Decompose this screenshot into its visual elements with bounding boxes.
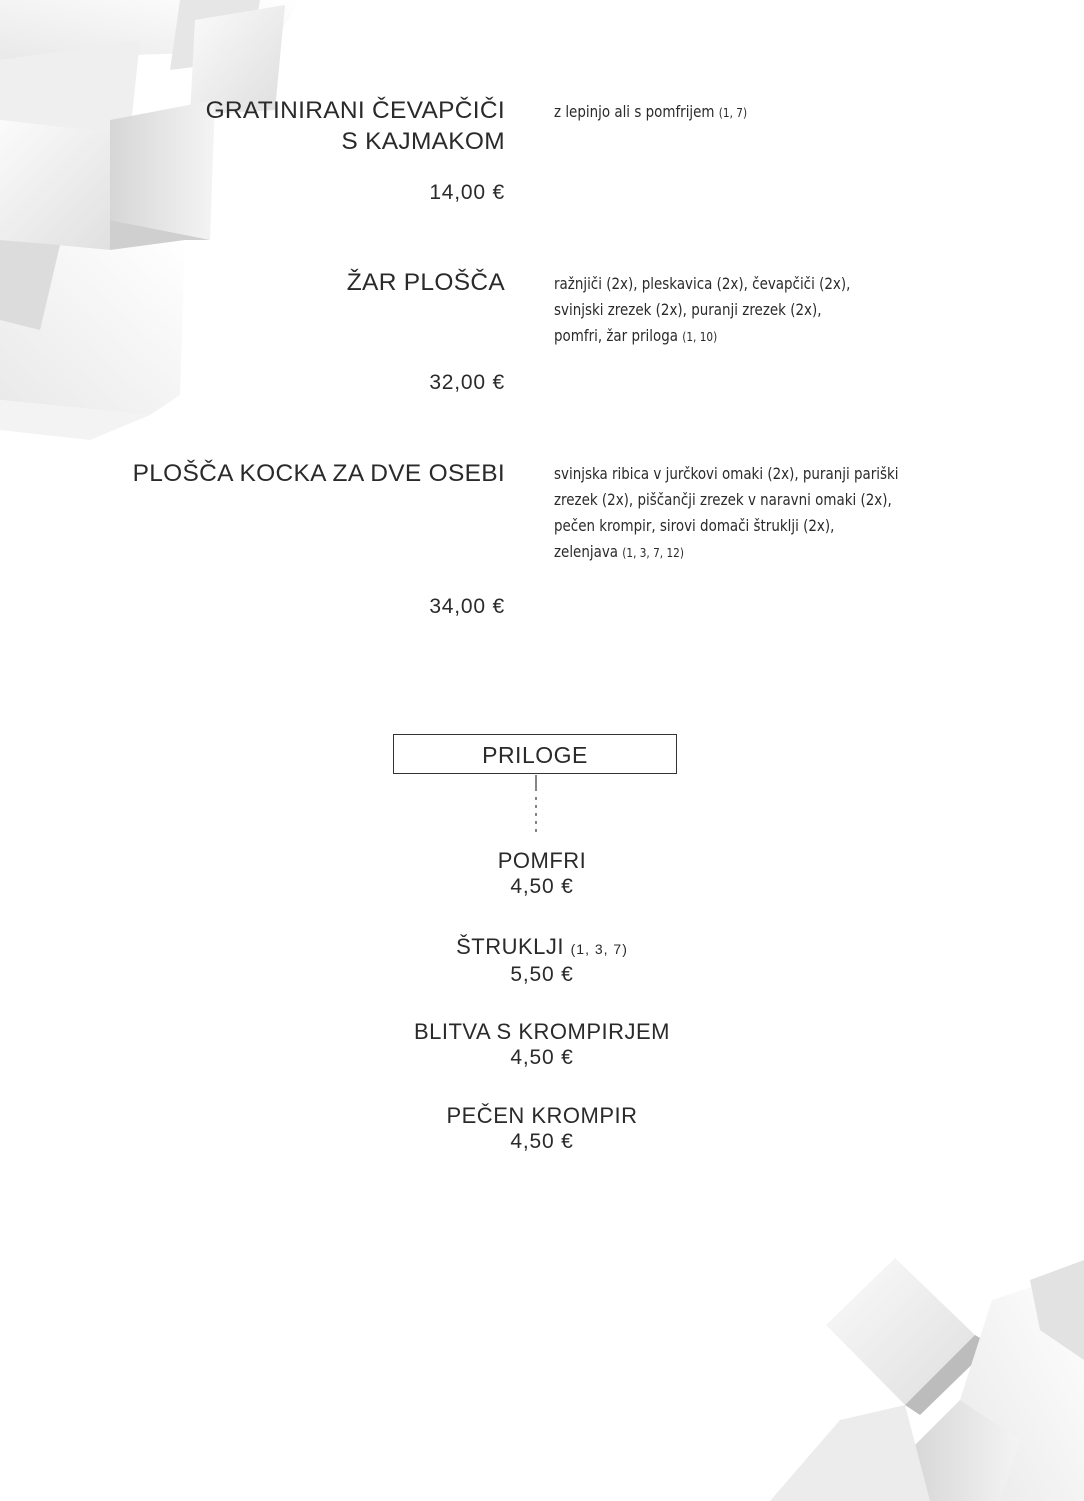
side-item-pomfri [0, 848, 1084, 900]
dish-price: 32,00 € [429, 371, 505, 394]
dish-name: PLOŠČA KOCKA ZA DVE OSEBI [132, 460, 505, 487]
side-name: PEČEN KROMPIR [446, 1103, 638, 1128]
dish-description: svinjska ribica v jurčkovi omaki (2x), puranji pariški zrezek (2x), piščančji zrezek v naravni omaki (2x), pečen krompir, sirovi domači štruklji (2x), zelenjava (1, 3, 7, 12) [554, 464, 899, 561]
section-connector-line [535, 775, 537, 833]
dish-price: 34,00 € [429, 595, 505, 618]
side-price: 5,50 € [510, 963, 574, 986]
side-item-struklji [0, 934, 1084, 988]
allergen-codes: (1, 3, 7, 12) [622, 545, 684, 560]
side-item-pecen-krompir [0, 1103, 1084, 1155]
side-price: 4,50 € [510, 875, 574, 898]
allergen-codes: (1, 3, 7) [570, 941, 628, 957]
dish-description: ražnjiči (2x), pleskavica (2x), čevapčiči (2x), svinjski zrezek (2x), puranji zrezek (2x), pomfri, žar priloga (1, 10) [554, 274, 851, 345]
side-item-blitva [0, 1019, 1084, 1071]
section-title-priloge: PRILOGE [393, 734, 677, 774]
side-price: 4,50 € [510, 1130, 574, 1153]
side-name: BLITVA S KROMPIRJEM [413, 1019, 671, 1044]
side-price: 4,50 € [510, 1046, 574, 1069]
side-name: ŠTRUKLJI (1, 3, 7) [456, 934, 628, 959]
allergen-codes: (1, 10) [682, 329, 718, 344]
dish-name: ŽAR PLOŠČA [346, 269, 505, 296]
dish-price: 14,00 € [429, 181, 505, 204]
dish-name: GRATINIRANI ČEVAPČIČI S KAJMAKOM [205, 97, 505, 155]
dish-description: z lepinjo ali s pomfrijem (1, 7) [554, 102, 748, 121]
allergen-codes: (1, 7) [718, 105, 748, 120]
side-name: POMFRI [497, 848, 587, 873]
